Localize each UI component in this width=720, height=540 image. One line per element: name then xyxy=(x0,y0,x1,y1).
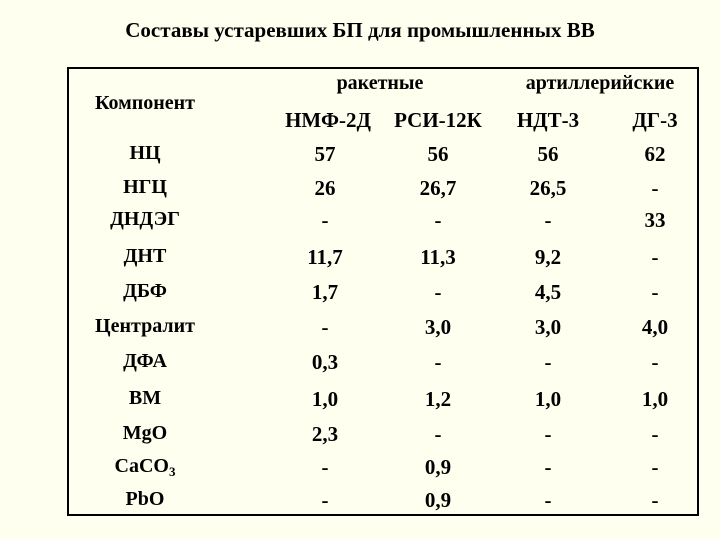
header-group-artillery: артиллерийские xyxy=(525,72,675,94)
header-col-3: НДТ-3 xyxy=(516,108,580,132)
table-cell: - xyxy=(321,455,329,479)
table-cell: 26 xyxy=(314,176,336,200)
table-cell: - xyxy=(321,208,329,232)
row-label xyxy=(70,488,220,511)
row-label xyxy=(70,455,220,480)
header-col-4: ДГ-3 xyxy=(632,108,678,132)
row-label xyxy=(70,245,220,268)
table-cell: - xyxy=(544,488,552,512)
table-cell: - xyxy=(434,350,442,374)
row-label xyxy=(70,387,220,410)
table-cell: - xyxy=(434,422,442,446)
table-cell: 1,0 xyxy=(311,387,339,411)
table-cell: 57 xyxy=(314,142,336,166)
table-cell: 9,2 xyxy=(534,245,562,269)
table-cell: - xyxy=(651,280,659,304)
table-cell: - xyxy=(544,350,552,374)
table-cell: 26,7 xyxy=(419,176,457,200)
row-label xyxy=(70,422,220,445)
table-cell: - xyxy=(434,208,442,232)
table-cell: 3,0 xyxy=(424,315,452,339)
row-label xyxy=(70,208,220,231)
row-label-text: НГЦ xyxy=(123,176,167,198)
table-cell: 56 xyxy=(537,142,559,166)
table-cell: 33 xyxy=(644,208,666,232)
row-label xyxy=(70,350,220,373)
table-cell: 11,3 xyxy=(420,245,456,269)
row-label-text: ВМ xyxy=(128,387,162,409)
table-cell: 1,7 xyxy=(311,280,339,304)
row-label-text: ДФА xyxy=(123,350,167,372)
table-cell: - xyxy=(651,488,659,512)
table-cell: 1,0 xyxy=(534,387,562,411)
table-cell: 26,5 xyxy=(529,176,567,200)
row-label-text: PbO xyxy=(125,488,165,510)
row-label xyxy=(70,176,220,199)
header-group-rocket: ракетные xyxy=(336,72,424,94)
row-label-text: ДНДЭГ xyxy=(110,208,180,230)
row-label-text: ДНТ xyxy=(123,245,167,267)
page-title: Составы устаревших БП для промышленных ВВ xyxy=(125,18,595,42)
header-component: Компонент xyxy=(94,92,196,114)
table-cell: - xyxy=(321,488,329,512)
row-label-text: Централит xyxy=(95,315,195,337)
table-cell: 1,2 xyxy=(424,387,452,411)
table-cell: 2,3 xyxy=(311,422,339,446)
table-cell: 0,9 xyxy=(424,488,452,512)
table-cell: 56 xyxy=(427,142,449,166)
table-cell: 1,0 xyxy=(641,387,669,411)
table-cell: - xyxy=(651,350,659,374)
header-col-1: НМФ-2Д xyxy=(285,108,371,132)
row-label-text: CaCO xyxy=(114,455,169,477)
table-cell: 11,7 xyxy=(307,245,343,269)
table-cell: - xyxy=(651,176,659,200)
header-col-2: РСИ-12К xyxy=(394,108,482,132)
row-label-text: MgO xyxy=(122,422,168,444)
table-cell: - xyxy=(544,455,552,479)
table-cell: - xyxy=(434,280,442,304)
table-cell: 3,0 xyxy=(534,315,562,339)
table-cell: - xyxy=(651,422,659,446)
table-cell: - xyxy=(651,245,659,269)
table-cell: 62 xyxy=(644,142,666,166)
table-cell: 0,3 xyxy=(311,350,339,374)
table-cell: 4,5 xyxy=(534,280,562,304)
row-label-text: ДБФ xyxy=(123,280,167,302)
table-cell: - xyxy=(651,455,659,479)
row-label xyxy=(70,280,220,303)
row-label-subscript: 3 xyxy=(168,464,176,479)
row-label xyxy=(70,315,220,338)
row-label xyxy=(70,142,220,165)
table-cell: 0,9 xyxy=(424,455,452,479)
table-cell: - xyxy=(321,315,329,339)
table-cell: - xyxy=(544,208,552,232)
table-cell: 4,0 xyxy=(641,315,669,339)
row-label-text: НЦ xyxy=(129,142,161,164)
table-cell: - xyxy=(544,422,552,446)
